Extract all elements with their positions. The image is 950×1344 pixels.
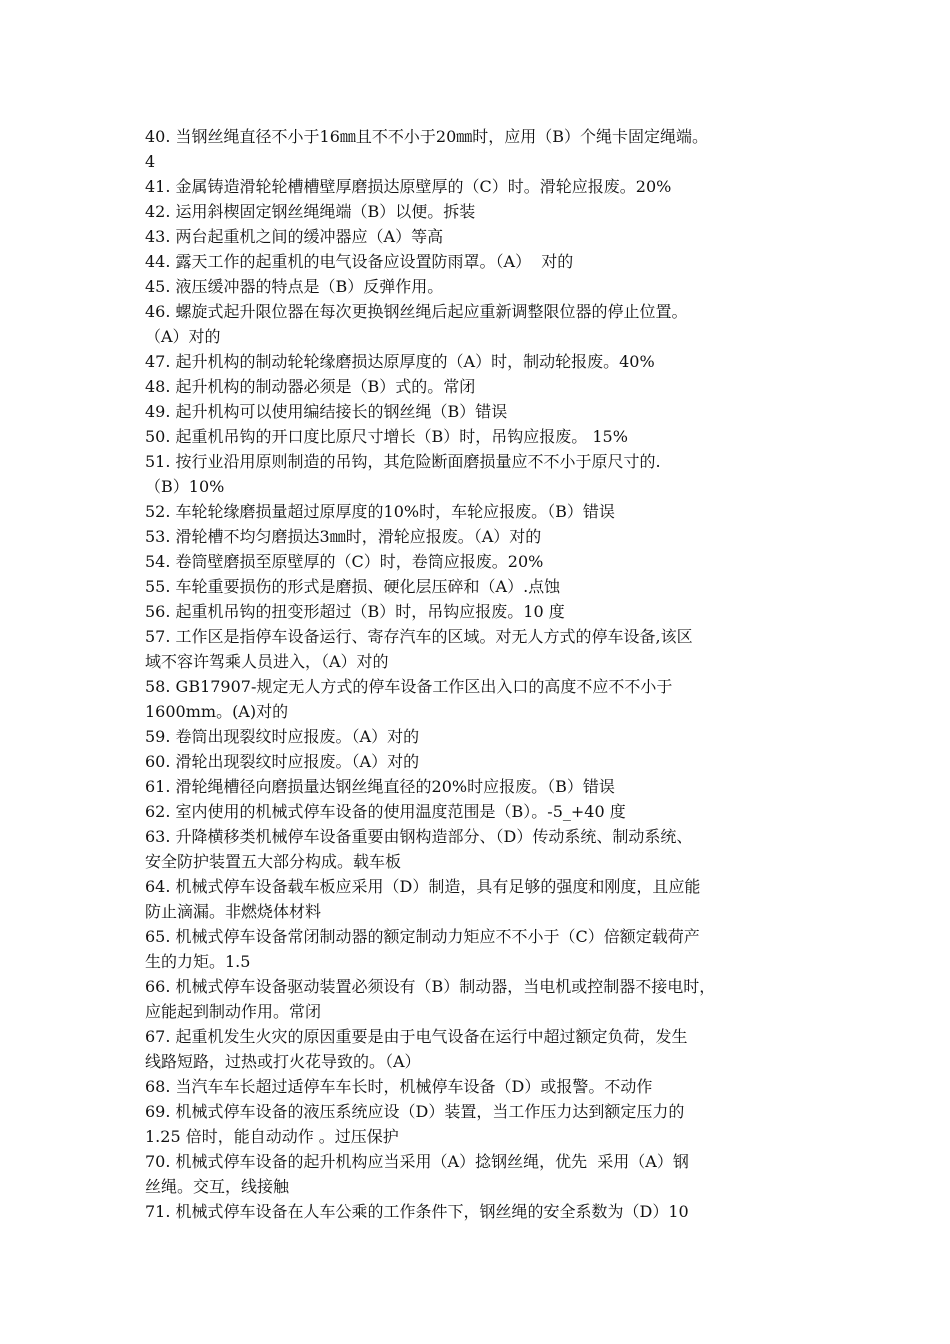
text-line: 49. 起升机构可以使用编结接长的钢丝绳（B）错误 xyxy=(145,402,508,421)
text-line: 安全防护装置五大部分构成。载车板 xyxy=(145,852,402,871)
text-line: 59. 卷筒出现裂纹时应报废。（A）对的 xyxy=(145,727,420,746)
text-line: 应能起到制动作用。常闭 xyxy=(145,1002,322,1021)
text-line: 42. 运用斜楔固定钢丝绳绳端（B）以便。拆装 xyxy=(145,202,476,221)
text-line: 53. 滑轮槽不均匀磨损达3㎜时，滑轮应报废。（A）对的 xyxy=(145,527,542,546)
text-line: 69. 机械式停车设备的液压系统应设（D）装置，当工作压力达到额定压力的 xyxy=(145,1102,685,1121)
text-line: 64. 机械式停车设备载车板应采用（D）制造，具有足够的强度和刚度，且应能 xyxy=(145,877,701,896)
text-line: 56. 起重机吊钩的扭变形超过（B）时，吊钩应报废。10 度 xyxy=(145,602,565,621)
text-line: 47. 起升机构的制动轮轮缘磨损达原厚度的（A）时，制动轮报废。40% xyxy=(145,352,655,371)
text-line: 41. 金属铸造滑轮轮槽槽壁厚磨损达原壁厚的（C）时。滑轮应报废。20% xyxy=(145,177,672,196)
text-line: 51. 按行业沿用原则制造的吊钩，其危险断面磨损量应不不小于原尺寸的. xyxy=(145,452,661,471)
text-line: 50. 起重机吊钩的开口度比原尺寸增长（B）时，吊钩应报废。 15% xyxy=(145,427,628,446)
text-line: 58. GB17907-规定无人方式的停车设备工作区出入口的高度不应不不小于 xyxy=(145,677,673,696)
text-line: 60. 滑轮出现裂纹时应报废。（A）对的 xyxy=(145,752,420,771)
text-line: 丝绳。交互，线接触 xyxy=(145,1177,290,1196)
text-line: 62. 室内使用的机械式停车设备的使用温度范围是（B）。-5_+40 度 xyxy=(145,802,626,821)
text-line: 生的力矩。1.5 xyxy=(145,952,251,971)
text-line: 线路短路，过热或打火花导致的。（A） xyxy=(145,1052,421,1071)
text-line: 65. 机械式停车设备常闭制动器的额定制动力矩应不不小于（C）倍额定载荷产 xyxy=(145,927,700,946)
text-line: 71. 机械式停车设备在人车公乘的工作条件下，钢丝绳的安全系数为（D）10 xyxy=(145,1202,689,1221)
text-line: 61. 滑轮绳槽径向磨损量达钢丝绳直径的20%时应报废。（B）错误 xyxy=(145,777,615,796)
text-line: 67. 起重机发生火灾的原因重要是由于电气设备在运行中超过额定负荷，发生 xyxy=(145,1027,688,1046)
text-line: 4 xyxy=(145,152,156,171)
text-line: 55. 车轮重要损伤的形式是磨损、硬化层压碎和（A）.点蚀 xyxy=(145,577,561,596)
text-line: 40. 当钢丝绳直径不小于16㎜且不不小于20㎜时，应用（B）个绳卡固定绳端。 xyxy=(145,127,709,146)
document-body xyxy=(145,124,825,1224)
text-line: 54. 卷筒壁磨损至原壁厚的（C）时，卷筒应报废。20% xyxy=(145,552,544,571)
text-line: 43. 两台起重机之间的缓冲器应（A）等高 xyxy=(145,227,444,246)
text-line: 70. 机械式停车设备的起升机构应当采用（A）捻钢丝绳，优先 采用（A）钢 xyxy=(145,1152,689,1171)
text-line: 域不容许驾乘人员进入，（A）对的 xyxy=(145,652,389,671)
text-line: 48. 起升机构的制动器必须是（B）式的。常闭 xyxy=(145,377,476,396)
text-line: 63. 升降横移类机械停车设备重要由钢构造部分、（D）传动系统、制动系统、 xyxy=(145,827,693,846)
text-line: （B）10% xyxy=(145,477,225,496)
text-line: 45. 液压缓冲器的特点是（B）反弹作用。 xyxy=(145,277,444,296)
text-line: 1.25 倍时，能自动动作 。过压保护 xyxy=(145,1127,399,1146)
text-line: 68. 当汽车车长超过适停车车长时，机械停车设备（D）或报警。不动作 xyxy=(145,1077,653,1096)
text-line: 46. 螺旋式起升限位器在每次更换钢丝绳后起应重新调整限位器的停止位置。 xyxy=(145,302,688,321)
text-line: 52. 车轮轮缘磨损量超过原厚度的10%时，车轮应报废。（B）错误 xyxy=(145,502,615,521)
text-line: 1600mm。(A)对的 xyxy=(145,702,289,721)
text-line: （A）对的 xyxy=(145,327,221,346)
text-line: 66. 机械式停车设备驱动装置必须设有（B）制动器，当电机或控制器不接电时， xyxy=(145,977,716,996)
text-line: 57. 工作区是指停车设备运行、寄存汽车的区域。对无人方式的停车设备,该区 xyxy=(145,627,693,646)
text-line: 防止滴漏。非燃烧体材料 xyxy=(145,902,322,921)
text-line: 44. 露天工作的起重机的电气设备应设置防雨罩。（A） 对的 xyxy=(145,252,574,271)
